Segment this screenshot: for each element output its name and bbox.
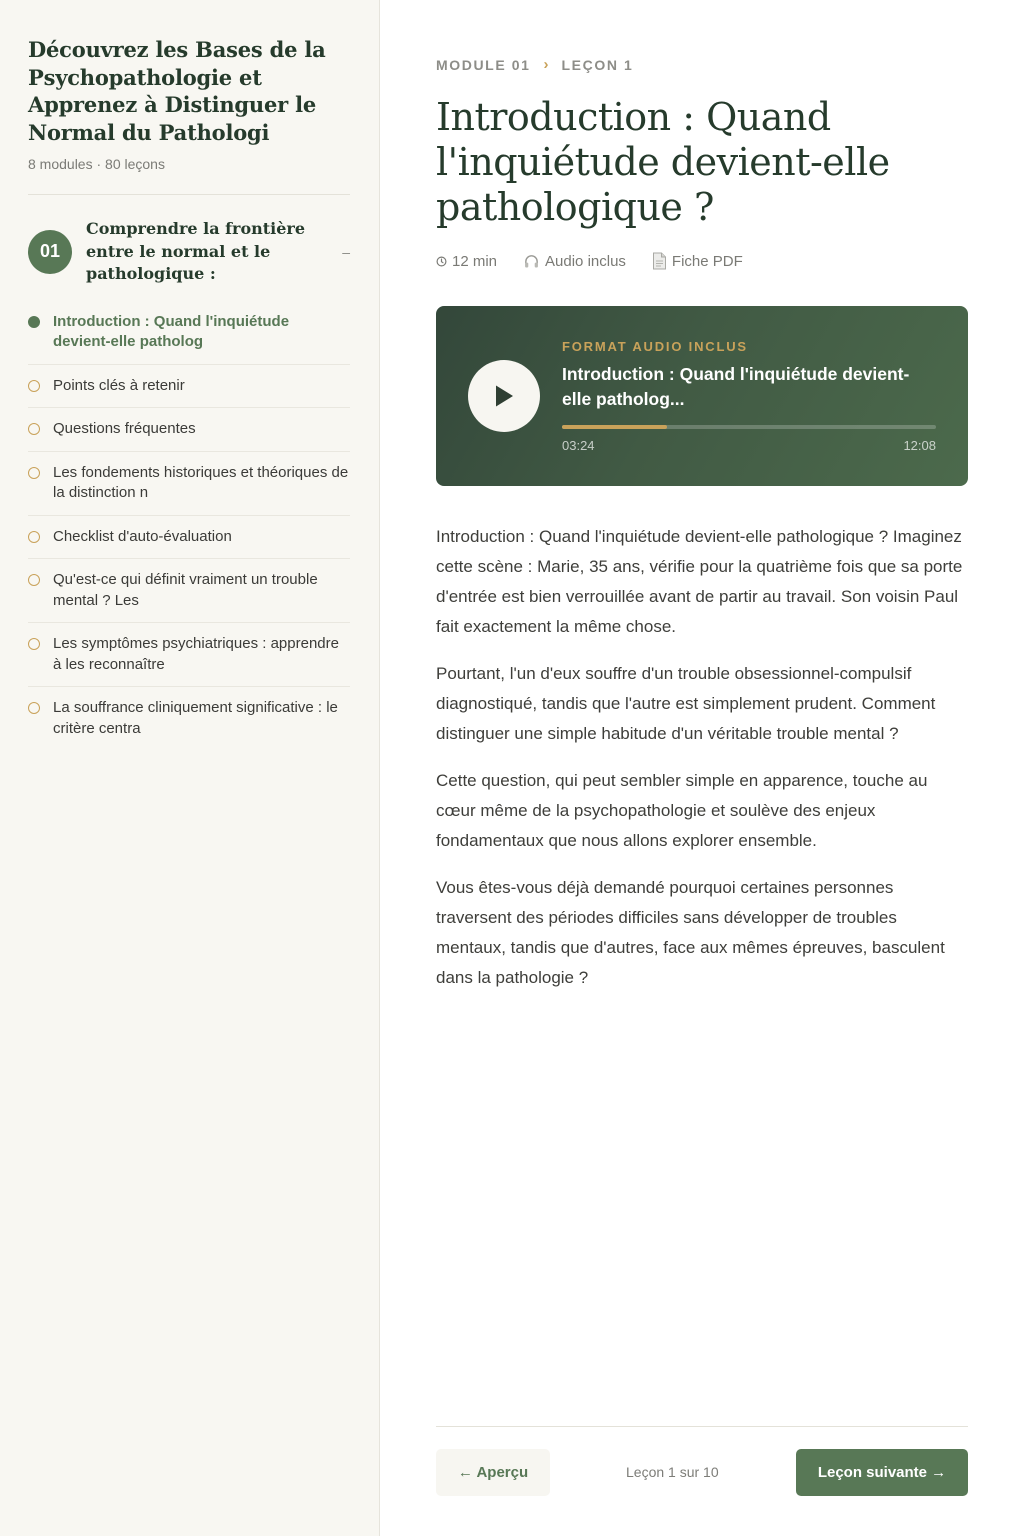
- lesson-label: Checklist d'auto-évaluation: [53, 527, 232, 545]
- course-sidebar: [0, 0, 380, 1536]
- lesson-item[interactable]: [28, 516, 350, 560]
- course-title: Découvrez les Bases de la Psychopathologie et Apprenez à Distinguer le Normal du Pathologi: [28, 37, 326, 145]
- lesson-list: [28, 301, 350, 751]
- audio-kicker: FORMAT AUDIO INCLUS: [562, 339, 748, 354]
- lesson-status-dot-icon: [28, 316, 40, 328]
- lesson-status-dot-icon: [28, 423, 40, 435]
- lesson-item[interactable]: [28, 301, 350, 365]
- lesson-label: Les symptômes psychiatriques : apprendre à les reconnaître: [53, 635, 339, 673]
- lesson-status-dot-icon: [28, 702, 40, 714]
- audio-progress-bar[interactable]: [562, 425, 936, 429]
- lesson-item[interactable]: [28, 365, 350, 409]
- lesson-label: Points clés à retenir: [53, 376, 185, 394]
- lesson-label: Introduction : Quand l'inquiétude devient-elle patholog: [53, 312, 290, 350]
- lesson-status-dot-icon: [28, 380, 40, 392]
- audio-progress-fill: [562, 425, 667, 429]
- content-paragraph: Cette question, qui peut sembler simple en apparence, touche au cœur même de la psychopathologie et soulève des enjeux fondamentaux que nous allons explorer ensemble.: [436, 771, 928, 850]
- lesson-status-dot-icon: [28, 531, 40, 543]
- play-icon: [492, 383, 516, 409]
- lesson-item[interactable]: [28, 687, 350, 750]
- content-paragraph: Introduction : Quand l'inquiétude devient-elle pathologique ? Imaginez cette scène : Marie, 35 ans, vérifie pour la quatrième fois que sa porte d'entrée est bien verrouillée avant de partir au travail. Son voisin Paul fait exactement la même chose.: [436, 527, 963, 636]
- lesson-item[interactable]: [28, 559, 350, 623]
- audio-title: Introduction : Quand l'inquiétude devient-elle patholog...: [562, 364, 910, 409]
- lesson-label: Questions fréquentes: [53, 420, 196, 437]
- breadcrumb-module[interactable]: MODULE 01: [436, 56, 531, 73]
- breadcrumb-lesson: LEÇON 1: [561, 56, 634, 73]
- next-lesson-button[interactable]: Leçon suivante →: [796, 1449, 968, 1496]
- lesson-status-dot-icon: [28, 574, 40, 586]
- pdf-meta[interactable]: [652, 252, 743, 270]
- module-number-badge: 01: [28, 230, 72, 274]
- lesson-pager: Leçon 1 sur 10: [626, 1464, 719, 1480]
- breadcrumb-chevron-icon: ›: [543, 56, 549, 73]
- footer-divider: [436, 1426, 968, 1427]
- content-paragraph: Vous êtes-vous déjà demandé pourquoi certaines personnes traversent des périodes difficiles sans développer de troubles mentaux, tandis que d'autres, face aux mêmes épreuves, basculent dans la pathologie ?: [436, 878, 945, 987]
- previous-button[interactable]: ← Aperçu: [436, 1449, 550, 1496]
- sidebar-divider: [28, 194, 350, 195]
- lesson-item[interactable]: [28, 452, 350, 516]
- clock-icon: [436, 256, 447, 267]
- audio-meta-text: Audio inclus: [545, 252, 626, 270]
- lesson-item[interactable]: [28, 623, 350, 687]
- audio-current-time: 03:24: [562, 438, 595, 453]
- audio-player: [436, 306, 968, 486]
- lesson-meta: [436, 252, 769, 270]
- lesson-label: Qu'est-ce qui définit vraiment un trouble mental ? Les: [53, 571, 318, 609]
- lesson-label: Les fondements historiques et théoriques de la distinction n: [53, 463, 349, 501]
- module-title: Comprendre la frontière entre le normal et le pathologique :: [86, 219, 306, 283]
- lesson-label: La souffrance cliniquement significative : le critère centra: [53, 699, 338, 737]
- audio-meta: [523, 253, 626, 270]
- duration-text: 12 min: [452, 252, 498, 270]
- document-icon: [652, 252, 667, 270]
- content-paragraph: Pourtant, l'un d'eux souffre d'un trouble obsessionnel-compulsif diagnostiqué, tandis que l'autre est simplement prudent. Comment distinguer une simple habitude d'un véritable trouble mental ?: [436, 664, 936, 743]
- audio-total-time: 12:08: [903, 438, 936, 453]
- module-header[interactable]: [28, 218, 350, 286]
- course-meta: 8 modules · 80 leçons: [28, 156, 165, 172]
- lesson-main: [436, 0, 968, 1536]
- headphones-icon: [523, 253, 540, 270]
- lesson-content: [436, 522, 968, 1010]
- pdf-meta-text: Fiche PDF: [671, 252, 743, 270]
- collapse-toggle-icon[interactable]: –: [342, 243, 350, 260]
- lesson-status-dot-icon: [28, 467, 40, 479]
- play-button[interactable]: [468, 360, 540, 432]
- duration-meta: [436, 253, 497, 270]
- page-title: Introduction : Quand l'inquiétude devient-elle pathologique ?: [436, 95, 890, 229]
- breadcrumb: [436, 56, 633, 73]
- lesson-item[interactable]: [28, 408, 350, 452]
- lesson-status-dot-icon: [28, 638, 40, 650]
